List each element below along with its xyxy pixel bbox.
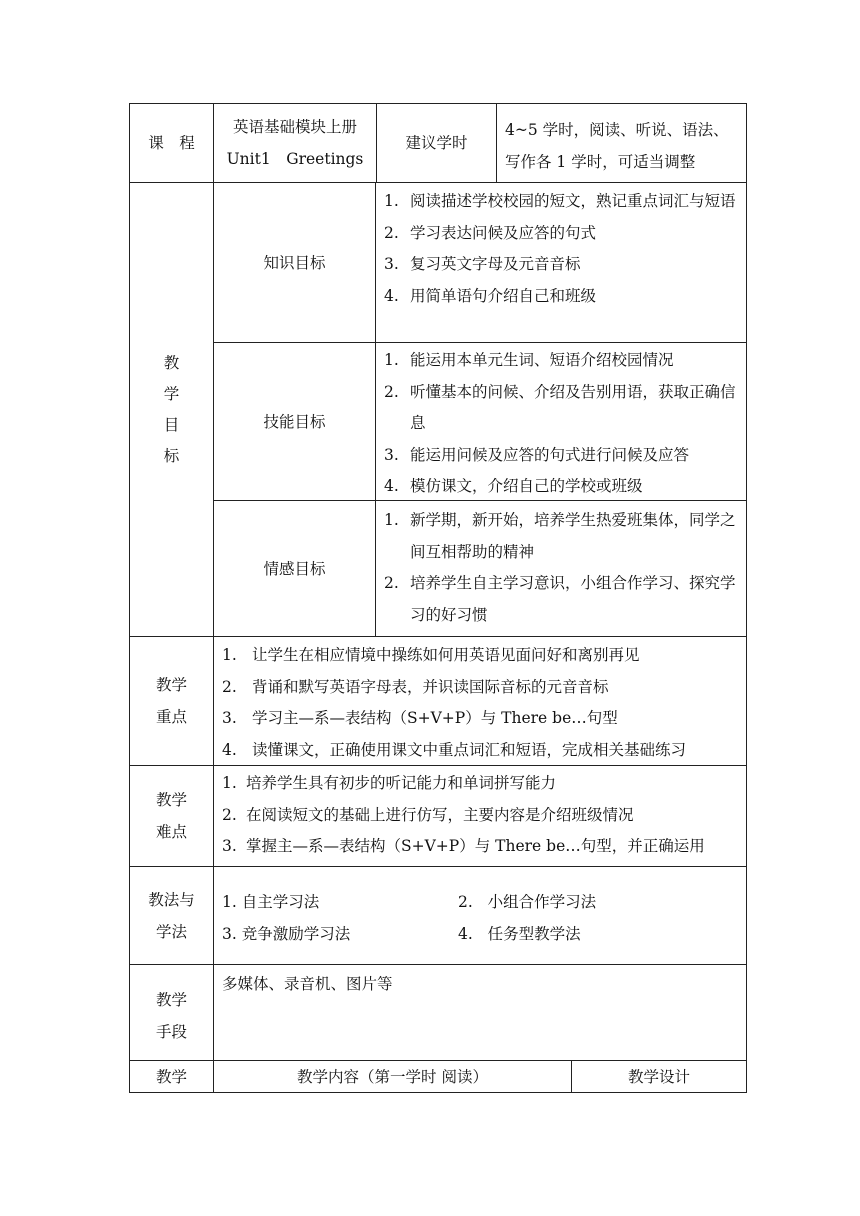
content-header-text: 教学内容（第一学时 阅读） [297,1067,488,1086]
course-name-line2: Unit1 Greetings [226,150,364,168]
list-item: 3. 掌握主—系—表结构（S+V+P）与 There be…句型，并正确运用 [222,837,705,855]
methods-label [130,867,213,964]
emotion-list [384,505,742,631]
list-item: 1. 培养学生具有初步的听记能力和单词拼写能力 [222,774,557,792]
key-points-label [130,637,213,765]
emotion-label [214,501,375,636]
course-label [130,104,213,182]
key-points-label-line2: 重点 [155,708,187,726]
list-item: 3. 学习主—系—表结构（S+V+P）与 There be…句型 [222,709,618,727]
difficulties-label-line2: 难点 [155,823,187,841]
list-item: 3. 复习英文字母及元音音标 [384,255,581,273]
list-item: 1. 让学生在相应情境中操练如何用英语见面问好和离别再见 [222,646,640,664]
design-header [572,1061,746,1092]
means-label [130,965,213,1060]
skill-list [384,345,742,503]
knowledge-list [384,186,742,312]
objectives-label-char: 标 [163,446,180,465]
methods-grid [222,887,744,953]
method-item: 4. 任务型教学法 [458,925,581,943]
skill-label-text: 技能目标 [263,412,326,431]
list-item: 2. 听懂基本的问候、介绍及告别用语，获取正确信息 [384,382,736,432]
content-header [214,1061,571,1092]
method-item: 2. 小组合作学习法 [458,893,597,911]
row-divider-difficulties [129,866,747,867]
list-item: 4. 模仿课文，介绍自己的学校或班级 [384,477,643,495]
list-item: 1. 阅读描述学校校园的短文，熟记重点词汇与短语 [384,192,736,210]
process-label-text: 教学 [155,1067,187,1086]
course-name [214,104,376,182]
col-divider-hours-value [496,103,497,183]
difficulties-label [130,766,213,866]
hours-label-text: 建议学时 [405,134,468,152]
methods-label-line1: 教法与 [148,890,195,909]
col-divider-objective-sub [375,182,376,637]
methods-label-line2: 学法 [155,922,187,941]
list-item: 4. 用简单语句介绍自己和班级 [384,286,597,305]
design-header-text: 教学设计 [627,1067,690,1086]
process-label [130,1061,213,1092]
hours-label [377,104,496,182]
list-item: 4. 读懂课文，正确使用课文中重点词汇和短语，完成相关基础练习 [222,740,687,759]
knowledge-label [214,183,375,342]
skill-label [214,343,375,500]
hours-value-line2: 写作各 1 学时，可适当调整 [505,153,696,171]
key-points-label-line1: 教学 [155,676,187,694]
difficulties-list [222,768,744,863]
means-label-line1: 教学 [155,990,187,1009]
course-name-line1: 英语基础模块上册 [232,118,357,136]
list-item: 2. 背诵和默写英语字母表，并识读国际音标的元音音标 [222,677,609,696]
objectives-label-char: 教 [163,353,180,372]
means-text: 多媒体、录音机、图片等 [222,975,393,993]
method-item: 1. 自主学习法 [222,893,320,911]
course-label-text: 课 程 [148,134,195,152]
list-item: 2. 在阅读短文的基础上进行仿写，主要内容是介绍班级情况 [222,805,634,824]
objectives-label-char: 学 [163,384,180,403]
knowledge-label-text: 知识目标 [263,253,326,272]
hours-value [505,114,745,178]
key-points-list [222,640,744,766]
difficulties-label-line1: 教学 [155,791,187,809]
means-label-line2: 手段 [155,1022,187,1041]
row-divider-methods [129,964,747,965]
objectives-label-char: 目 [163,415,180,434]
method-item: 3. 竞争激励学习法 [222,925,351,943]
list-item: 1. 新学期，新开始，培养学生热爱班集体，同学之间互相帮助的精神 [384,511,736,561]
objectives-label [130,183,213,636]
table-border-right [746,103,747,1093]
row-divider-objectives [129,636,747,637]
list-item: 2. 培养学生自主学习意识，小组合作学习、探究学习的好习惯 [384,574,736,624]
list-item: 2. 学习表达问候及应答的句式 [384,223,597,242]
hours-value-line1: 4~5 学时，阅读、听说、语法、 [505,121,729,139]
list-item: 3. 能运用问候及应答的句式进行问候及应答 [384,445,690,464]
list-item: 1. 能运用本单元生词、短语介绍校园情况 [384,351,674,369]
emotion-label-text: 情感目标 [263,559,326,578]
